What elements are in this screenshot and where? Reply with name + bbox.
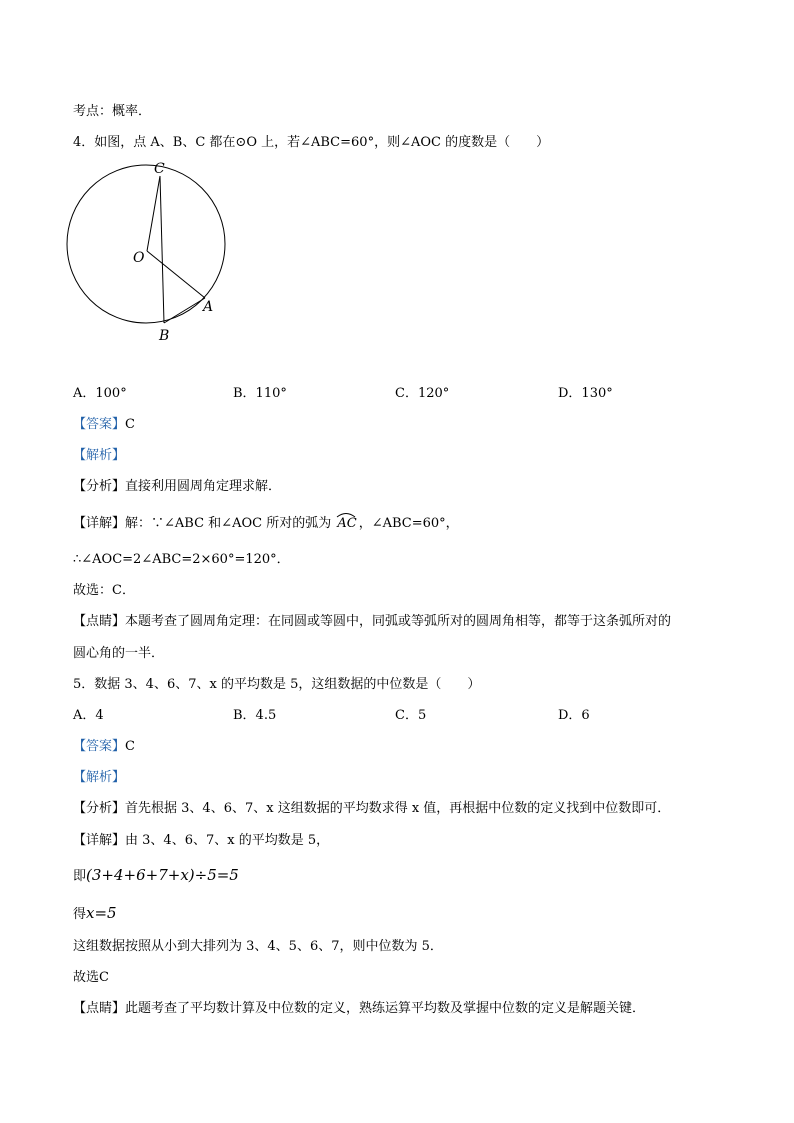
q4-option-a: A．100°: [73, 386, 127, 401]
label-c: C: [154, 161, 165, 177]
dianjing-text1: 本题考查了圆周角定理：在同圆或等圆中，同弧或等弧所对的圆周角相等，都等于这条弧所对的: [125, 614, 672, 629]
equation-1: (3+4+6+7+x)÷5=5: [86, 866, 239, 884]
segment-ba: [164, 298, 205, 323]
q4-jiexi-tag: 【解析】: [73, 448, 126, 463]
xiangjie-tag: 【详解】: [73, 516, 126, 531]
q5-dianjing-line: [73, 1000, 645, 1018]
circle-o: [67, 165, 225, 323]
q4-dianjing-line1: [73, 613, 671, 631]
segment-cb: [160, 176, 164, 323]
answer-value: C: [125, 417, 135, 432]
label-a: A: [203, 299, 214, 315]
fenxi-text: 直接利用圆周角定理求解．: [125, 479, 282, 494]
fenxi-text: 首先根据 3、4、6、7、x 这组数据的平均数求得 x 值，再根据中位数的定义找到中位数即可．: [125, 801, 671, 816]
q5-option-c: C．5: [395, 708, 427, 723]
dianjing-text: 此题考查了平均数计算及中位数的定义，熟练运算平均数及掌握中位数的定义是解题关键．: [125, 1001, 646, 1016]
xiangjie-tag: 【详解】: [73, 833, 126, 848]
q5-sorted-line: 这组数据按照从小到大排列为 3、4、5、6、7，则中位数为 5．: [73, 939, 443, 954]
q5-jiexi-tag: 【解析】: [73, 770, 126, 785]
answer-value: C: [125, 739, 135, 754]
q5-xiangjie-line: [73, 832, 329, 850]
xiangjie-post: ，∠ABC=60°，: [358, 516, 459, 531]
circle-figure: [60, 160, 230, 345]
segment-oa: [147, 251, 205, 298]
dianjing-tag: 【点睛】: [73, 614, 126, 629]
arc-symbol: [336, 512, 356, 518]
ji-prefix: 即: [73, 869, 87, 884]
q4-fenxi-line: [73, 478, 281, 496]
de-prefix: 得: [73, 907, 87, 922]
answer-tag: 【答案】: [73, 417, 126, 432]
answer-tag: 【答案】: [73, 739, 126, 754]
q5-answer-line: [73, 738, 135, 756]
q4-answer-line: [73, 416, 135, 434]
q5-fenxi-line: [73, 800, 670, 818]
q5-option-d: D．6: [558, 708, 590, 723]
fenxi-tag: 【分析】: [73, 479, 126, 494]
q5-option-b: B．4.5: [233, 708, 277, 723]
q5-stem: 5．数据 3、4、6、7、x 的平均数是 5，这组数据的中位数是（ ）: [73, 677, 481, 692]
q4-step2: ∴∠AOC=2∠ABC=2×60°=120°．: [73, 552, 290, 567]
xiangjie-pre: 解：∵∠ABC 和∠AOC 所对的弧为: [125, 516, 332, 531]
fenxi-tag: 【分析】: [73, 801, 126, 816]
q5-equation-line: [73, 866, 239, 886]
q4-xiangjie-line: [73, 515, 459, 533]
q5-guxuan: 故选C: [73, 970, 109, 985]
label-o: O: [133, 250, 145, 266]
q4-stem: 4．如图，点 A、B、C 都在⊙O 上，若∠ABC=60°，则∠AOC 的度数是（ ）: [73, 135, 550, 150]
q4-option-b: B．110°: [233, 386, 287, 401]
dianjing-tag: 【点睛】: [73, 1001, 126, 1016]
segment-oc: [147, 176, 160, 251]
q4-option-d: D．130°: [558, 386, 613, 401]
q4-option-c: C．120°: [395, 386, 450, 401]
kaodian-line: 考点：概率．: [73, 104, 152, 119]
label-b: B: [159, 328, 170, 344]
q4-dianjing-line2: 圆心角的一半．: [73, 646, 165, 661]
q4-guxuan: 故选：C．: [73, 583, 135, 598]
q5-option-a: A．4: [73, 708, 104, 723]
xiangjie-text: 由 3、4、6、7、x 的平均数是 5，: [125, 833, 330, 848]
arc-label: AC: [337, 516, 357, 531]
q5-result-line: [73, 904, 117, 924]
equation-2: x=5: [86, 904, 117, 922]
